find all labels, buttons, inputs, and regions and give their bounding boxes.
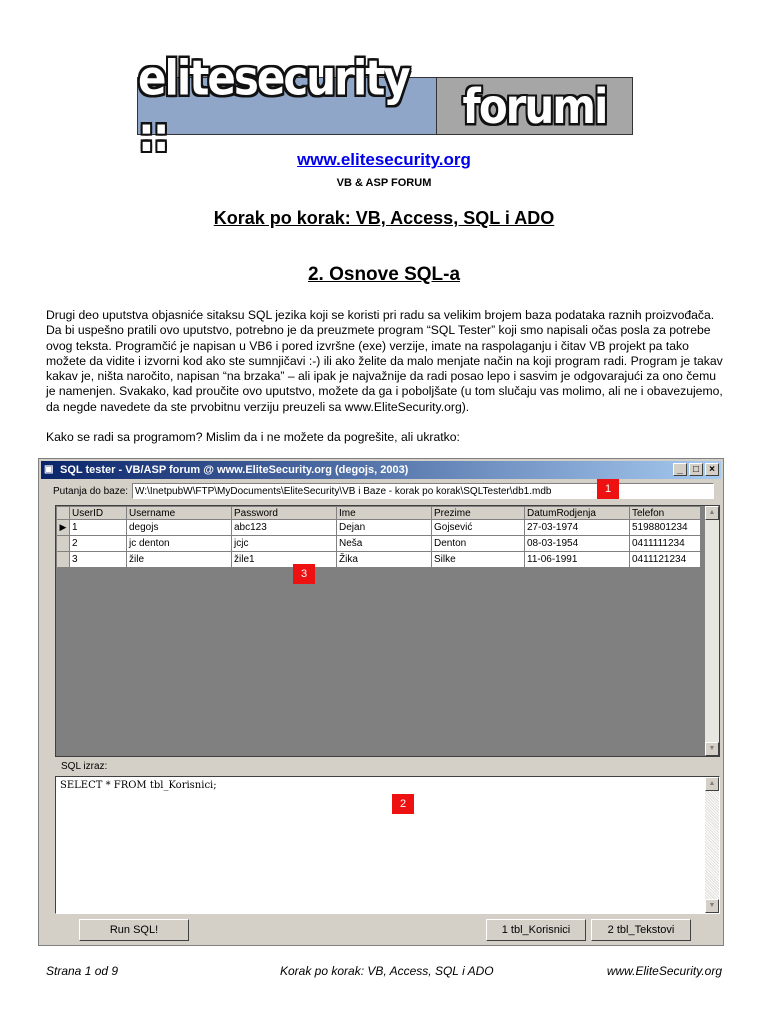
table-cell[interactable]: 08-03-1954 (525, 536, 630, 552)
forum-name: VB & ASP FORUM (336, 177, 432, 189)
col-header[interactable]: DatumRodjenja (525, 507, 630, 520)
col-header[interactable]: Ime (337, 507, 432, 520)
sql-input[interactable] (55, 776, 720, 914)
table-cell[interactable]: degojs (127, 520, 232, 536)
path-label: Putanja do baze: (53, 486, 129, 497)
footer-title: Korak po korak: VB, Access, SQL i ADO (280, 964, 494, 978)
table-cell[interactable]: 1 (70, 520, 127, 536)
annotation-marker-1: 1 (597, 479, 619, 499)
table-cell[interactable]: jc denton (127, 536, 232, 552)
path-input[interactable]: W:\InetpubW\FTP\MyDocuments\EliteSecurity\VB i Baze - korak po korak\SQLTester\db1.mdb (132, 483, 714, 499)
close-icon[interactable]: × (705, 463, 719, 476)
table-row[interactable] (57, 552, 701, 568)
table-cell[interactable]: jcjc (232, 536, 337, 552)
banner-right-text: forumi (462, 77, 607, 135)
run-sql-button[interactable]: Run SQL! (79, 919, 189, 941)
table-cell[interactable]: 0411121234 (630, 552, 701, 568)
table-cell[interactable]: Silke (432, 552, 525, 568)
maximize-icon[interactable]: □ (689, 463, 703, 476)
grid-corner (57, 507, 70, 520)
grid-table (56, 506, 701, 568)
table-cell[interactable]: 27-03-1974 (525, 520, 630, 536)
footer-page: Strana 1 od 9 (46, 964, 119, 978)
table-row[interactable] (57, 536, 701, 552)
col-header[interactable]: UserID (70, 507, 127, 520)
sql-tester-window (38, 458, 724, 946)
document-title: Korak po korak: VB, Access, SQL i ADO (213, 208, 555, 228)
table-cell[interactable]: Gojsević (432, 520, 525, 536)
footer-site: www.EliteSecurity.org (606, 964, 722, 978)
sql-label: SQL izraz: (61, 761, 108, 772)
table-row[interactable] (57, 520, 701, 536)
table-cell[interactable]: Dejan (337, 520, 432, 536)
table-cell[interactable]: 3 (70, 552, 127, 568)
sql-query-text[interactable]: SELECT * FROM tbl_Korisnici; (60, 780, 217, 791)
sql-scrollbar[interactable] (705, 777, 719, 913)
col-header[interactable]: Password (232, 507, 337, 520)
annotation-marker-3: 3 (293, 564, 315, 584)
table-cell[interactable]: žile1 (232, 552, 337, 568)
row-selector[interactable] (57, 536, 70, 552)
banner-right (437, 78, 632, 134)
col-header[interactable]: Telefon (630, 507, 701, 520)
col-header[interactable]: Username (127, 507, 232, 520)
table-cell[interactable]: 0411111234 (630, 536, 701, 552)
window-controls (673, 463, 719, 476)
site-link[interactable]: www.elitesecurity.org (297, 150, 471, 169)
scroll-up-icon[interactable]: ▲ (705, 506, 719, 520)
minimize-icon[interactable]: _ (673, 463, 687, 476)
table-cell[interactable]: žile (127, 552, 232, 568)
intro-paragraph: Drugi deo uputstva objasniće sitaksu SQL jezika koji se koristi pri radu sa velikim brojem baza podataka raznih proizvođača. Da bi uspešno pratili ovo uputstvo, potrebno je da preuzmete program “SQL Tester” koji smo napisali očas posla za potrebe ovog teksta. Programčić je napisan u VB6 i pored izvršne (exe) verzije, imate na raspolaganju i čitav VB projekt pa tako možete da vidite i izvorni kod ako ste sumnjičavi :-) ili ako želite da malo menjate način na koji program radi. Program je takav kakav je, ništa naročito, napisan “na brzaka” – ali ipak je najvažnije da radi posao lepo i sasvim je odgovarajući za ono čemu je namenjen. Svakako, kad proučite ovo uputstvo, možete da ga i poboljšate (u tom slučaju vas molimo, ali ne i obavezujemo, da negde navedete da ste prvobitnu verziju preuzeli sa www.EliteSecurity.org). (46, 308, 723, 414)
section-title: 2. Osnove SQL-a (307, 264, 461, 285)
scroll-up-icon[interactable]: ▲ (705, 777, 719, 791)
table-korisnici-button[interactable]: 1 tbl_Korisnici (486, 919, 586, 941)
grid-header-row (57, 507, 701, 520)
grid-scrollbar[interactable] (705, 506, 719, 756)
col-header[interactable]: Prezime (432, 507, 525, 520)
app-icon: ▣ (44, 464, 54, 475)
table-cell[interactable]: Neša (337, 536, 432, 552)
scroll-down-icon[interactable]: ▼ (705, 899, 719, 913)
table-cell[interactable]: Žika (337, 552, 432, 568)
scroll-down-icon[interactable]: ▼ (705, 742, 719, 756)
table-cell[interactable]: abc123 (232, 520, 337, 536)
current-row-icon[interactable]: ▶ (57, 520, 70, 536)
table-cell[interactable]: 11-06-1991 (525, 552, 630, 568)
data-grid[interactable] (55, 505, 720, 757)
table-cell[interactable]: Denton (432, 536, 525, 552)
row-selector[interactable] (57, 552, 70, 568)
window-title: SQL tester - VB/ASP forum @ www.EliteSecurity.org (degojs, 2003) (60, 464, 409, 476)
table-cell[interactable]: 2 (70, 536, 127, 552)
annotation-marker-2: 2 (392, 794, 414, 814)
window-titlebar[interactable] (41, 461, 721, 479)
banner-left-text: elitesecurity :: (138, 49, 409, 163)
table-cell[interactable]: 5198801234 (630, 520, 701, 536)
table-tekstovi-button[interactable]: 2 tbl_Tekstovi (591, 919, 691, 941)
question-paragraph: Kako se radi sa programom? Mislim da i ne možete da pogrešite, ali ukratko: (46, 430, 460, 444)
